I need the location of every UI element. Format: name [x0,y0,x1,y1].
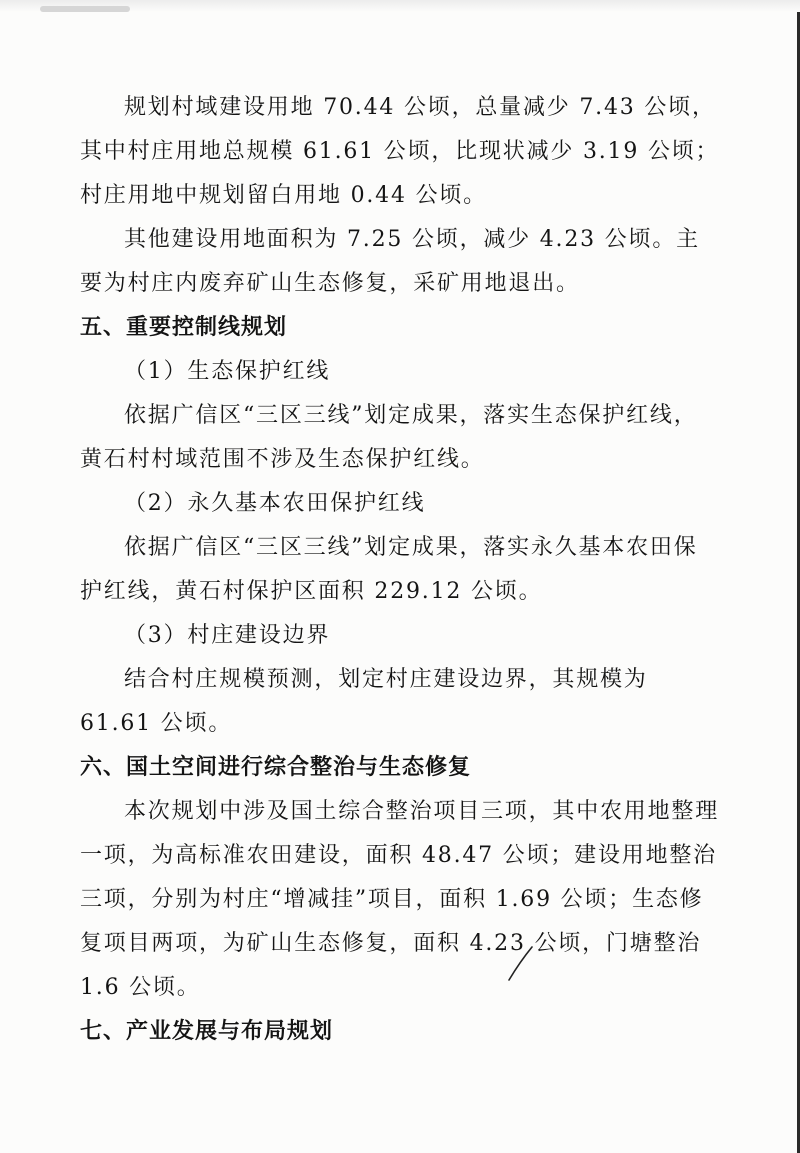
subheading-farmland-redline: （2）永久基本农田保护红线 [124,491,426,516]
paragraph-land-consolidation: 本次规划中涉及国土综合整治项目三项，其中农用地整理一项，为高标准农田建设，面积 48.47 公顷；建设用地整治三项，分别为村庄“增减挂”项目，面积 1.69 公顷；生态修复项目两项，为矿山生态修复，面积 4.23 公顷，门塘整治 1.6 公顷。 [80,799,720,1000]
scan-smudge [40,6,130,12]
paragraph-village-boundary: 结合村庄规模预测，划定村庄建设边界，其规模为 61.61 公顷。 [80,667,648,736]
heading-section-6: 六、国土空间进行综合整治与生态修复 [80,755,472,780]
subheading-ecological-redline: （1）生态保护红线 [124,359,331,384]
paragraph-reserved-land: 村庄用地中规划留白用地 0.44 公顷。 [80,183,487,208]
heading-section-5: 五、重要控制线规划 [80,315,288,340]
document-body [80,86,720,1054]
paragraph-village-land: 其中村庄用地总规模 61.61 公顷，比现状减少 3.19 公顷； [80,139,720,164]
paragraph-farmland-redline: 依据广信区“三区三线”划定成果，落实永久基本农田保护红线，黄石村保护区面积 229.12 公顷。 [80,535,698,604]
paragraph-other-land: 其他建设用地面积为 7.25 公顷，减少 4.23 公顷。主要为村庄内废弃矿山生态修复，采矿用地退出。 [80,227,700,296]
handwritten-edit-mark [505,944,535,984]
paragraph-land-total: 规划村域建设用地 70.44 公顷，总量减少 7.43 公顷， [124,95,716,120]
subheading-village-boundary: （3）村庄建设边界 [124,623,331,648]
heading-section-7: 七、产业发展与布局规划 [80,1019,334,1044]
paragraph-ecological-redline: 依据广信区“三区三线”划定成果，落实生态保护红线，黄石村村域范围不涉及生态保护红线。 [80,403,698,472]
